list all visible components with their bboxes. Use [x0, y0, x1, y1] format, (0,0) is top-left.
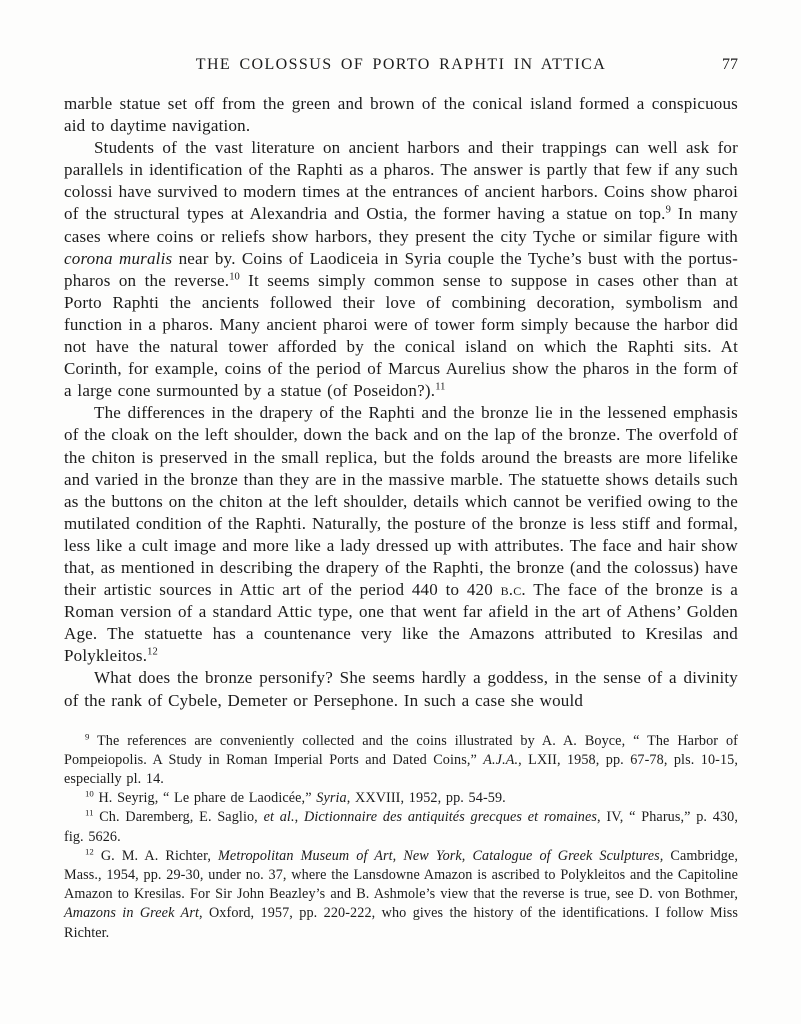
footnote-9: $^9$ The references are conveniently collected and the coins illustrated by A. A. Boyce, “ The Harbor of Pompeiopolis. A Study in Roman Imperial Ports and Dated Coins,” A.J.A., LXII, 1958, pp. 67-78, pls. 10-15, especially pl. 14.: [64, 730, 738, 788]
footnotes-section: [64, 732, 738, 943]
article-body: [64, 93, 738, 712]
body-paragraph: Students of the vast literature on ancient harbors and their trappings can well ask for parallels in identification of the Raphti as a pharos. The answer is partly that few if any such colossi have survived to modern times at the entrances of ancient harbors. Coins show pharoi of the structural types at Alexandria and Ostia, the former having a statue on top.$^9$ In many cases where coins or reliefs show harbors, they present the city Tyche or similar figure with corona muralis near by. Coins of Laodiceia in Syria couple the Tyche’s bust with the portus-pharos on the reverse.$^{10}$ It seems simply common sense to suppose in cases other than at Porto Raphti the ancients followed their love of combining decoration, symbolism and function in a pharos. Many ancient pharoi were of tower form simply because the harbor did not have the natural tower afforded by the conical island on which the Raphti sits. At Corinth, for example, coins of the period of Marcus Aurelius show the pharos in the form of a large cone surmounted by a statue (of Poseidon?).$^{11}$: [64, 138, 738, 401]
body-paragraph: marble statue set off from the green and brown of the conical island formed a conspicuous aid to daytime navigation.: [64, 94, 738, 136]
footnote-10: $^{10}$ H. Seyrig, “ Le phare de Laodicée,” Syria, XXVIII, 1952, pp. 54-59.: [85, 788, 506, 807]
text-column: [64, 0, 738, 943]
footnote-11: $^{11}$ Ch. Daremberg, E. Saglio, et al., Dictionnaire des antiquités grecques et romaines, IV, “ Pharus,” p. 430, fig. 5626.: [64, 807, 739, 845]
footnote-12: $^{12}$ G. M. A. Richter, Metropolitan Museum of Art, New York, Catalogue of Greek Sculptures, Cambridge, Mass., 1954, pp. 29-30, under no. 37, where the Lansdowne Amazon is ascribed to Polykleitos and the Capitoline Amazon to Kresilas. For Sir John Beazley’s and B. Ashmole’s view that the reverse is true, see D. von Bothmer, Amazons in Greek Art, Oxford, 1957, pp. 220-222, who gives the history of the identifications. I follow Miss Richter.: [64, 846, 739, 941]
running-head: [64, 56, 738, 76]
running-head-title: THE COLOSSUS OF PORTO RAPHTI IN ATTICA: [195, 56, 607, 73]
body-paragraph: The differences in the drapery of the Raphti and the bronze lie in the lessened emphasis of the cloak on the left shoulder, down the back and on the lap of the bronze. The overfold of the chiton is preserved in the small replica, but the folds around the breasts are more lifelike and varied in the bronze than they are in the massive marble. The statuette shows details such as the buttons on the chiton at the left shoulder, details which cannot be verified owing to the mutilated condition of the Raphti. Naturally, the posture of the bronze is less stiff and formal, less like a cult image and more like a lady dressed up with attributes. The face and hair show that, as mentioned in describing the drapery of the Raphti, the bronze (and the colossus) have their artistic sources in Attic art of the period 440 to 420 b.c. The face of the bronze is a Roman version of a standard Attic type, one that went far afield in the art of Athens’ Golden Age. The statuette has a countenance very like the Amazons attributed to Kresilas and Polykleitos.$^{12}$: [64, 403, 738, 666]
page-number: 77: [722, 56, 738, 73]
body-paragraph: What does the bronze personify? She seems hardly a goddess, in the sense of a divinity of the rank of Cybele, Demeter or Persephone. In such a case she would: [64, 668, 738, 710]
